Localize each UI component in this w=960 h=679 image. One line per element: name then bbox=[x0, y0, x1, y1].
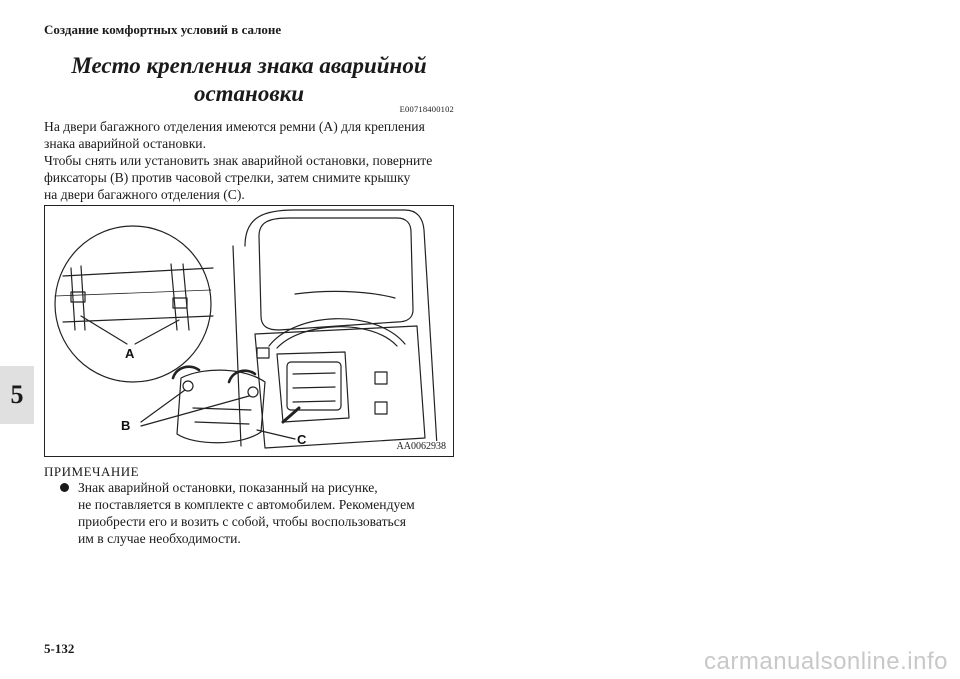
label-c: C bbox=[297, 432, 307, 447]
cover-c-rib bbox=[195, 422, 249, 424]
paragraph-2-line-3: на двери багажного отделения (C). bbox=[44, 187, 245, 202]
trim-clip bbox=[257, 348, 269, 358]
tailgate-outline bbox=[245, 210, 437, 446]
note-line-3: приобрести его и возить с собой, чтобы воспользоваться bbox=[78, 514, 407, 529]
sign-case-rib bbox=[293, 401, 335, 402]
fastener-b-1 bbox=[183, 381, 193, 391]
paragraph-1 bbox=[44, 118, 464, 152]
section-title-line-1: Место крепления знака аварийной bbox=[71, 53, 427, 78]
paragraph-2-line-1: Чтобы снять или установить знак аварийной остановки, поверните bbox=[44, 153, 433, 168]
trim-clip bbox=[375, 372, 387, 384]
section-title-line-2: остановки bbox=[193, 81, 305, 106]
figure-code: AA0062938 bbox=[396, 441, 446, 452]
running-header: Создание комфортных условий в салоне bbox=[44, 22, 282, 37]
rear-window bbox=[259, 218, 413, 330]
watermark: carmanualsonline.info bbox=[704, 648, 948, 675]
figure-tailgate-illustration bbox=[44, 205, 454, 457]
note-line-4: им в случае необходимости. bbox=[78, 531, 241, 546]
chapter-tab: 5 bbox=[0, 366, 34, 424]
label-a: A bbox=[125, 346, 135, 361]
window-wiper bbox=[295, 291, 395, 298]
paragraph-2 bbox=[44, 152, 464, 203]
sign-case-rib bbox=[293, 387, 335, 388]
note-heading: ПРИМЕЧАНИЕ bbox=[44, 464, 140, 479]
paragraph-1-line-2: знака аварийной остановки. bbox=[44, 136, 206, 151]
trim-clip bbox=[375, 402, 387, 414]
note-line-1: Знак аварийной остановки, показанный на рисунке, bbox=[78, 480, 378, 495]
document-code: E00718400102 bbox=[399, 104, 454, 114]
page-number: 5-132 bbox=[44, 641, 75, 656]
fastener-b-2 bbox=[248, 387, 258, 397]
bullet-icon bbox=[60, 483, 69, 492]
paragraph-2-line-2: фиксаторы (B) против часовой стрелки, затем снимите крышку bbox=[44, 170, 411, 185]
note-line-2: не поставляется в комплекте с автомобилем. Рекомендуем bbox=[78, 497, 415, 512]
note-text bbox=[78, 479, 464, 547]
paragraph-1-line-1: На двери багажного отделения имеются ремни (A) для крепления bbox=[44, 119, 425, 134]
body-text bbox=[44, 118, 464, 203]
warning-sign-case bbox=[287, 362, 341, 410]
label-b: B bbox=[121, 418, 131, 433]
sign-case-rib bbox=[293, 373, 335, 374]
note-item bbox=[44, 479, 464, 547]
tailgate-left-edge bbox=[233, 246, 241, 446]
section-title bbox=[44, 52, 454, 108]
tailgate-line-drawing bbox=[45, 206, 453, 456]
leader-c bbox=[257, 430, 295, 439]
